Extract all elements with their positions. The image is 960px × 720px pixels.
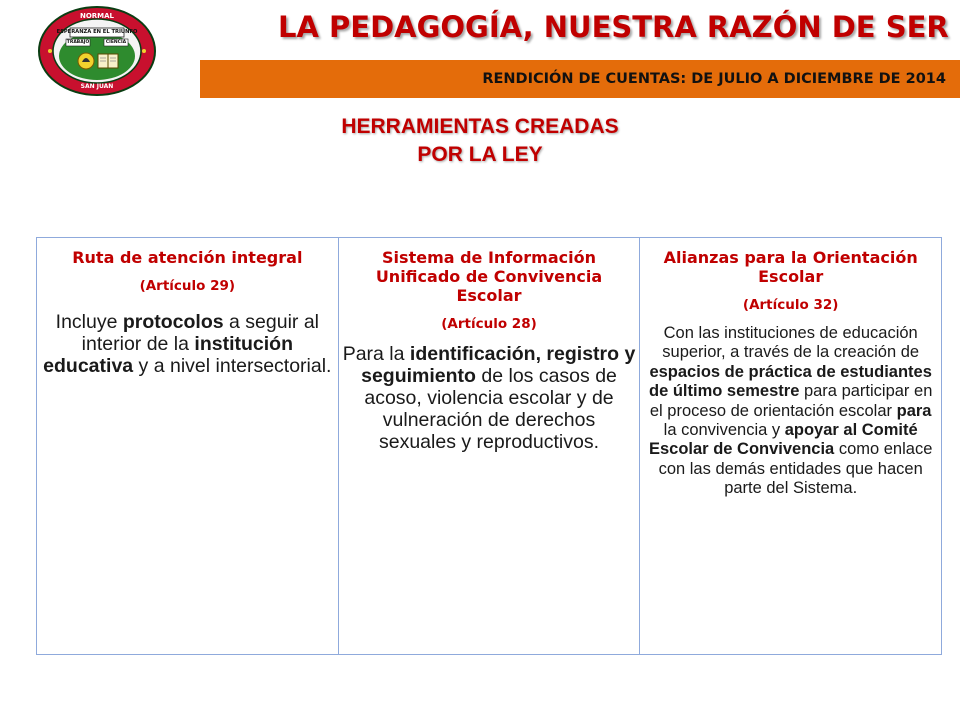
column-article: (Artículo 32) [742, 297, 839, 313]
body-text: como enlace con las demás entidades que hacen parte del Sistema. [658, 440, 933, 498]
column-alianzas [640, 238, 941, 654]
body-text: y a nivel intersectorial. [133, 355, 332, 377]
section-title-line-2: POR LA LEY [417, 143, 543, 166]
body-emphasis: apoyar al Comité Escolar de Convivencia [648, 421, 918, 459]
emblem-motto: ESPERANZA EN EL TRIUNFO [56, 29, 138, 35]
body-text: a seguir al interior de la [81, 311, 319, 355]
column-heading: Ruta de atención integral [72, 248, 303, 267]
body-text: Con las instituciones de educación superior, a través de la creación de [662, 324, 920, 362]
column-article: (Artículo 29) [139, 278, 236, 294]
banner-text: RENDICIÓN DE CUENTAS: DE JULIO A DICIEMBRE DE 2014 [482, 71, 946, 87]
column-heading: Sistema de Información Unificado de Convivencia Escolar [375, 248, 603, 305]
body-emphasis: espacios de práctica de estudiantes de último semestre [648, 362, 932, 401]
column-sistema-informacion [339, 238, 641, 654]
column-heading: Alianzas para la Orientación Escolar [663, 248, 918, 286]
emblem-word-right: CIENCIA [105, 40, 127, 45]
emblem-ring-bottom: SAN JUAN [80, 83, 114, 90]
section-title-line-1: HERRAMIENTAS CREADAS [341, 115, 619, 138]
tools-table [36, 237, 942, 655]
column-article: (Artículo 28) [441, 316, 537, 332]
body-text: Incluye [55, 311, 123, 333]
body-text: de los casos de acoso, violencia escolar y de vulneración de derechos sexuales y reproductivos. [364, 365, 617, 453]
body-emphasis: institución educativa [43, 333, 293, 377]
column-body [343, 343, 636, 453]
emblem-ring-top: NORMAL [79, 12, 115, 20]
body-emphasis: protocolos [122, 311, 224, 333]
column-ruta-atencion [37, 238, 339, 654]
body-text: para participar en el proceso de orientación escolar [649, 382, 933, 420]
emblem-word-left: TRABAJO [66, 40, 90, 45]
page-title: LA PEDAGOGÍA, NUESTRA RAZÓN DE SER [278, 10, 949, 44]
report-banner [200, 60, 960, 98]
body-text: Para la [342, 343, 410, 365]
body-text: la convivencia y [663, 421, 785, 440]
column-body [41, 311, 334, 377]
section-title [0, 113, 960, 169]
school-emblem-logo [36, 4, 158, 98]
body-emphasis: identificación, registro y seguimiento [361, 343, 636, 387]
column-body [644, 324, 937, 499]
body-emphasis: para [896, 401, 932, 420]
